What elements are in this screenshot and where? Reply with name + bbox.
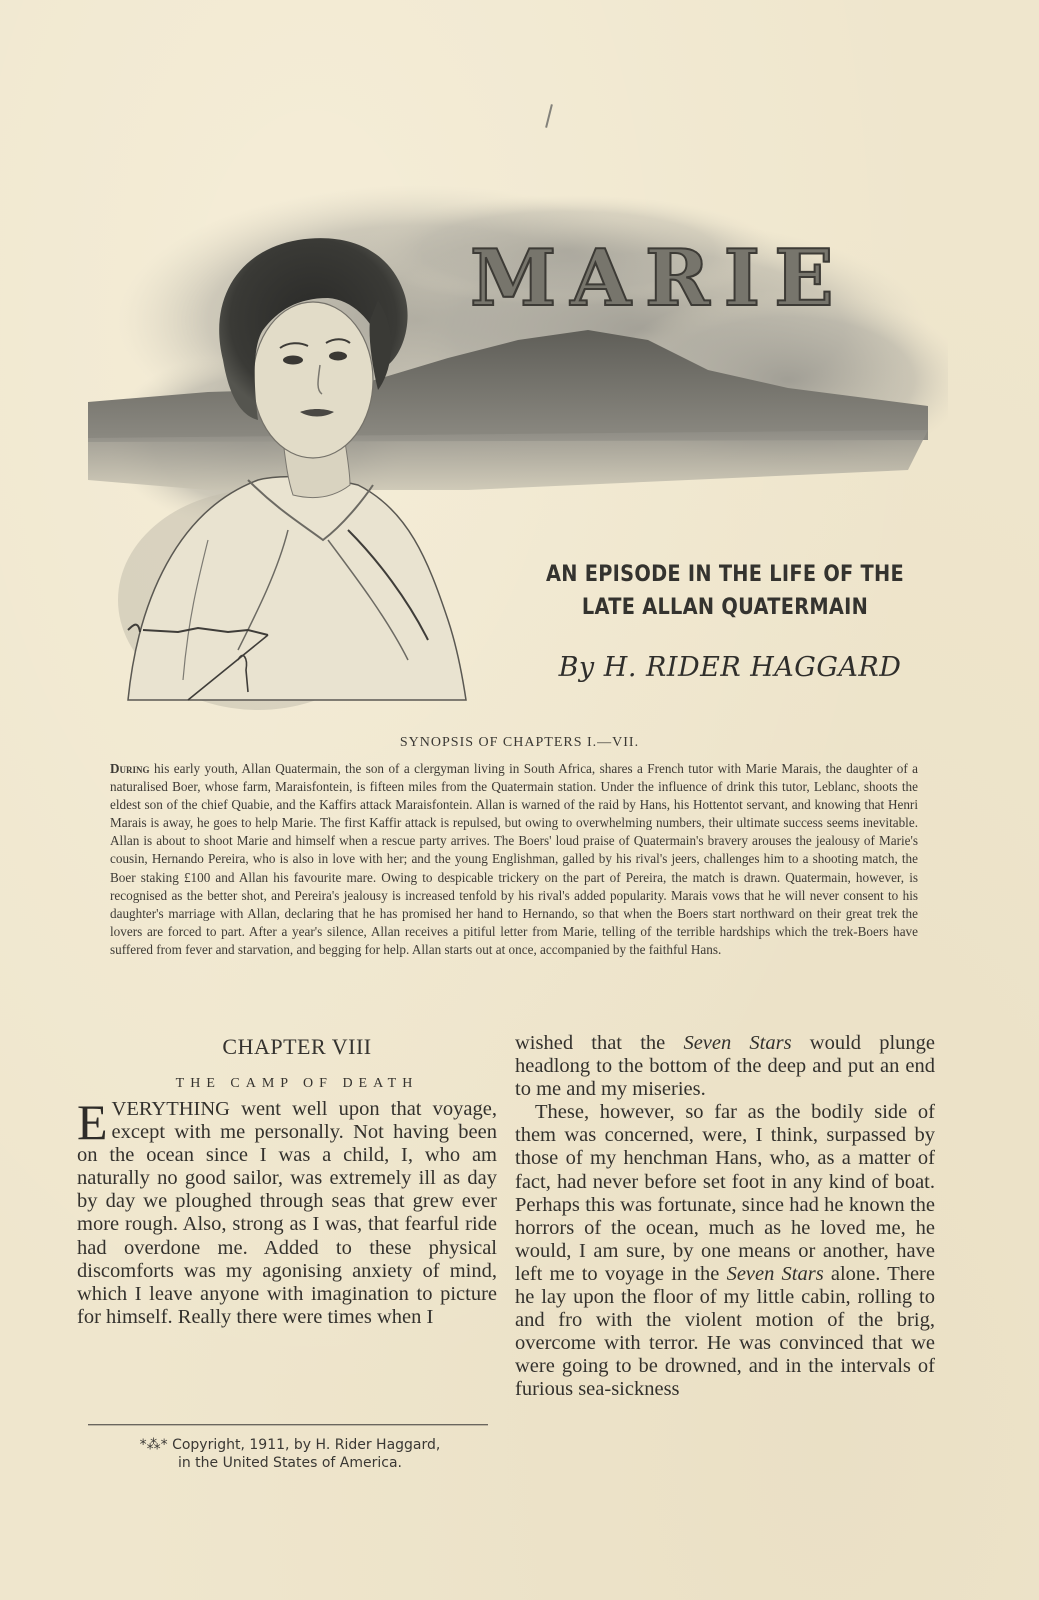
author-byline: By H. RIDER HAGGARD	[558, 652, 902, 683]
story-title-art: MARIE	[470, 233, 848, 324]
chapter-number: CHAPTER VIII	[222, 1034, 372, 1059]
drop-cap: E	[77, 1094, 108, 1150]
text-run: wished that the	[515, 1032, 684, 1054]
text-run: alone. There he lay upon the floor of my little cabin, rolling to and fro with the violent motion of the brig, overcome with terror. He was convinced that we were going to be drowned, and in the intervals of furious sea-sickness	[515, 1262, 935, 1401]
opening-text: VERYTHING went well upon that voyage, except with me personally. Not having been on the ocean since I was a child, I, who am naturally no good sailor, was extremely ill as day by day we ploughed through seas that grew ever more rough. Also, strong as I was, that fearful ride had overdone me. Added to these physical discomforts was my agonising anxiety of mind, which I leave anyone with imagination to picture for himself. Really there were times when I	[77, 1098, 497, 1328]
right-paragraph-1	[515, 1032, 935, 1101]
footnote-line-2: in the United States of America.	[177, 1455, 403, 1471]
synopsis-paragraph	[110, 760, 918, 959]
subtitle-line-1: AN EPISODE IN THE LIFE OF THE	[546, 562, 904, 587]
text-run: These, however, so far as the bodily side of them was concerned, were, I think, surpassed by those of my henchman Hans, who, as a matter of fact, had never before set foot in any kind of boat. Perhaps this was fortunate, since had he known the horrors of the ocean, much as he loved me, he would, I am sure, by one means or another, have left me to voyage in the	[515, 1101, 935, 1285]
footnote-line-1: *⁂* Copyright, 1911, by H. Rider Haggard,	[139, 1437, 441, 1453]
chapter-opening-paragraph	[77, 1094, 497, 1329]
right-column	[515, 1032, 935, 1402]
synopsis-heading: SYNOPSIS OF CHAPTERS I.—VII.	[399, 735, 640, 750]
right-paragraph-2	[515, 1101, 935, 1401]
synopsis-text: his early youth, Allan Quatermain, the son of a clergyman living in South Africa, shares a French tutor with Marie Marais, the daughter of a naturalised Boer, whose farm, Maraisfontein, is fifteen miles from the Quatermain station. Under the influence of drink this tutor, Leblanc, shoots the eldest son of the chief Quabie, and the Kaffirs attack Maraisfontein. Allan is warned of the raid by Hans, his Hottentot servant, and knowing that Henri Marais is away, he goes to help Marie. The first Kaffir attack is repulsed, but owing to overwhelming numbers, their ultimate success seems inevitable. Allan is about to shoot Marie and himself when a rescue party arrives. The Boers' loud praise of Quatermain's bravery arouses the jealousy of Marie's cousin, Hernando Pereira, who is also in love with her; and the young Englishman, galled by his rival's jeers, challenges him to a shooting match, the Boer staking £100 and Allan his favourite mare. Owing to despicable trickery on the part of Pereira, the match is drawn. Quatermain, however, is recognised as the better shot, and Pereira's jealousy is increased tenfold by his rival's added popularity. Marais vows that he will never consent to his daughter's marriage with Allan, declaring that he has promised her hand to Hernando, so that when the Boers start northward on their great trek the lovers are forced to part. After a year's silence, Allan receives a pitiful letter from Marie, telling of the terrible hardships which the trek-Boers have suffered from fever and starvation, and begging for help. Allan starts out at once, accompanied by the faithful Hans.	[110, 761, 918, 957]
story-subtitle	[527, 558, 923, 624]
left-column	[77, 1032, 497, 1329]
print-mark	[545, 104, 553, 128]
synopsis-lead-word: During	[110, 761, 150, 776]
text-run: would plunge headlong to the bottom of the deep and put an end to me and my miseries.	[515, 1032, 935, 1101]
ship-name: Seven Stars	[726, 1262, 824, 1285]
copyright-footnote	[90, 1436, 490, 1472]
chapter-title: THE CAMP OF DEATH	[175, 1076, 419, 1091]
subtitle-line-2: LATE ALLAN QUATERMAIN	[581, 595, 869, 620]
footnote-rule	[88, 1424, 488, 1425]
ship-name: Seven Stars	[683, 1032, 792, 1054]
